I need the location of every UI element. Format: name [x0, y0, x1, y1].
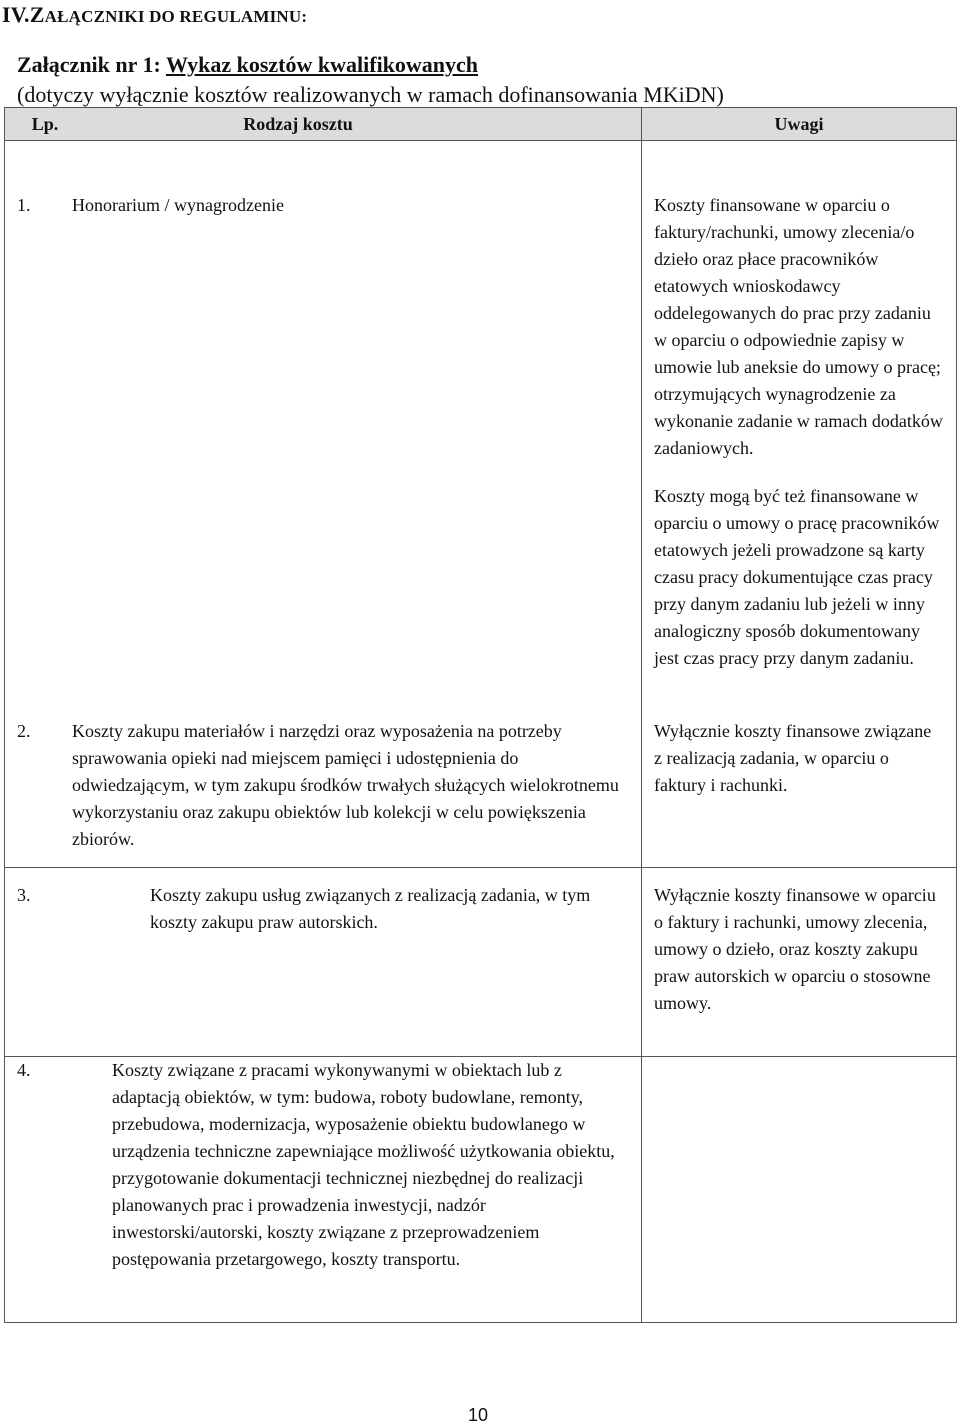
row-number: 4. — [17, 1060, 31, 1080]
row-number: 3. — [17, 885, 31, 905]
page-number: 10 — [468, 1405, 489, 1425]
row-note: Koszty mogą być też finansowane w oparciu o umowy o pracę pracowników etatowych jeżeli prowadzone są karty czasu pracy dokumentujące czas pracy przy danym zadaniu lub jeżeli w inny analogiczny sposób dokumentowany jest czas pracy przy danym zadaniu. — [654, 486, 940, 668]
cell-notes — [642, 141, 957, 702]
attachment-title — [17, 52, 478, 78]
row-note: Wyłącznie koszty finansowe związane z realizacją zadania, w oparciu o faktury i rachunki. — [654, 721, 932, 795]
table-row — [5, 868, 957, 1057]
section-title — [2, 2, 307, 28]
table-row — [5, 141, 957, 702]
row-kind: Koszty zakupu usług związanych z realizacją zadania, w tym koszty zakupu praw autorskich. — [150, 885, 591, 932]
table-row — [5, 1057, 957, 1323]
cell-kind — [5, 1057, 642, 1323]
section-first-letter: Z — [29, 2, 45, 27]
cell-kind — [5, 868, 642, 1057]
row-kind: Honorarium / wynagrodzenie — [72, 195, 284, 215]
row-kind: Koszty zakupu materiałów i narzędzi oraz wyposażenia na potrzeby sprawowania opieki nad miejscem pamięci i udostępnienia do odwiedzającym, w tym zakupu środków trwałych służących wielokrotnemu wykorzystaniu oraz zakupu obiektów lub kolekcji w celu powiększenia zbiorów. — [72, 721, 619, 849]
attachment-title-underlined: Wykaz kosztów kwalifikowanych — [165, 52, 479, 77]
header-notes: Uwagi — [642, 108, 957, 141]
attachment-subtitle: (dotyczy wyłącznie kosztów realizowanych w ramach dofinansowania MKiDN) — [17, 82, 724, 107]
row-note: Koszty finansowane w oparciu o faktury/rachunki, umowy zlecenia/o dzieło oraz płace pracowników etatowych wnioskodawcy oddelegowanych do prac przy zadaniu w oparciu o odpowiednie zapisy w umowie lub aneksie do umowy o pracę; otrzymujących wynagrodzenie za wykonanie zadanie w ramach dodatków zadaniowych. — [654, 195, 943, 458]
header-lp: Lp. — [31, 113, 59, 134]
cell-notes — [642, 701, 957, 868]
header-kind: Rodzaj kosztu — [243, 113, 353, 134]
cell-kind — [5, 141, 642, 702]
row-number: 1. — [17, 195, 31, 215]
table-header-row — [5, 108, 957, 141]
section-prefix: IV. — [2, 2, 30, 27]
table-row — [5, 701, 957, 868]
row-number: 2. — [17, 721, 31, 741]
section-rest: AŁĄCZNIKI DO REGULAMINU: — [44, 7, 308, 26]
header-cell-kind — [5, 108, 642, 141]
cell-kind — [5, 701, 642, 868]
costs-table — [4, 107, 957, 1323]
cell-notes — [642, 1057, 957, 1323]
cell-notes — [642, 868, 957, 1057]
attachment-title-prefix: Załącznik nr 1: — [17, 52, 166, 77]
row-note: Wyłącznie koszty finansowe w oparciu o faktury i rachunki, umowy zlecenia, umowy o dzieło, oraz koszty zakupu praw autorskich w oparciu o stosowne umowy. — [654, 885, 936, 1013]
row-kind: Koszty związane z pracami wykonywanymi w obiektach lub z adaptacją obiektów, w tym: budowa, roboty budowlane, remonty, przebudowa, modernizacja, wyposażenie obiektu budowlanego w urządzenia techniczne zapewniające możliwość użytkowania obiektu, przygotowanie dokumentacji technicznej niezbędnej do realizacji planowanych prac i prowadzenia inwestycji, nadzór inwestorski/autorski, koszty związane z przeprowadzeniem postępowania przetargowego, koszty transportu. — [112, 1060, 615, 1269]
